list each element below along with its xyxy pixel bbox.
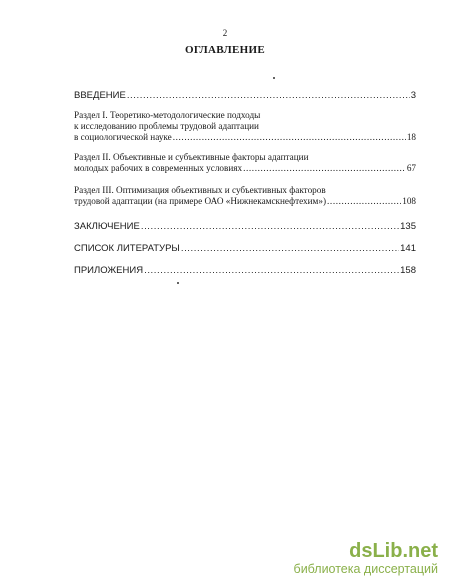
toc-entry-title: ВВЕДЕНИЕ [74,90,126,101]
toc-entry-title: ЗАКЛЮЧЕНИЕ [74,221,140,232]
toc-entry-title: СПИСОК ЛИТЕРАТУРЫ [74,243,180,254]
toc-entry-line [74,90,416,101]
toc-entry-title-line: Раздел II. Объективные и субъективные факторы адаптации [74,152,309,162]
toc-entry-title: ПРИЛОЖЕНИЯ [74,265,144,276]
toc-entry-line [74,132,416,143]
toc-entry-page: 108 [402,196,416,207]
dot-leader [127,90,410,101]
toc-entry-conclusion[interactable] [74,221,416,232]
toc-entry-title-line: Раздел I. Теоретико-методологические подходы [74,110,261,120]
toc-entry-page: 67 [406,163,416,174]
toc-entry-appendices[interactable] [74,265,416,276]
watermark [294,540,438,576]
toc-entry-introduction[interactable] [74,90,416,101]
toc-entry-page: 141 [400,243,416,254]
dot-leader [144,265,399,276]
toc-entry-title-line: к исследованию проблемы трудовой адаптации [74,121,259,132]
dot-leader [181,243,399,254]
toc-entry-page: 135 [400,221,416,232]
toc-entry-line [74,265,416,276]
watermark-subtitle: библиотека диссертаций [293,562,438,576]
dot-leader [141,221,399,232]
toc-entry-title: в социологической науке [74,132,172,143]
toc-entry-page: 158 [400,265,416,276]
toc-entry-page: 18 [406,132,416,143]
toc-entry-line [74,196,416,207]
toc-entry-section-3[interactable] [74,185,416,207]
toc-title: ОГЛАВЛЕНИЕ [185,44,265,56]
scan-speck [273,77,275,79]
toc-entry-title: трудовой адаптации (на примере ОАО «Нижнекамскнефтехим») [74,196,327,207]
toc-entry-title-line: Раздел III. Оптимизация объективных и субъективных факторов [74,185,326,195]
toc-entry-line [74,243,416,254]
toc-entry-title: молодых рабочих в современных условиях [74,163,243,174]
toc-entry-bibliography[interactable] [74,243,416,254]
toc-entry-page: 3 [410,90,416,101]
scan-speck [177,282,179,284]
page-number: 2 [222,28,228,38]
dot-leader [243,163,406,174]
toc-entry-section-1[interactable] [74,110,416,144]
toc-entry-section-2[interactable] [74,152,416,174]
dot-leader [173,132,406,143]
watermark-logo: dsLib.net [349,540,438,562]
dot-leader [327,196,401,207]
toc-entry-line [74,221,416,232]
toc-entry-line [74,163,416,174]
